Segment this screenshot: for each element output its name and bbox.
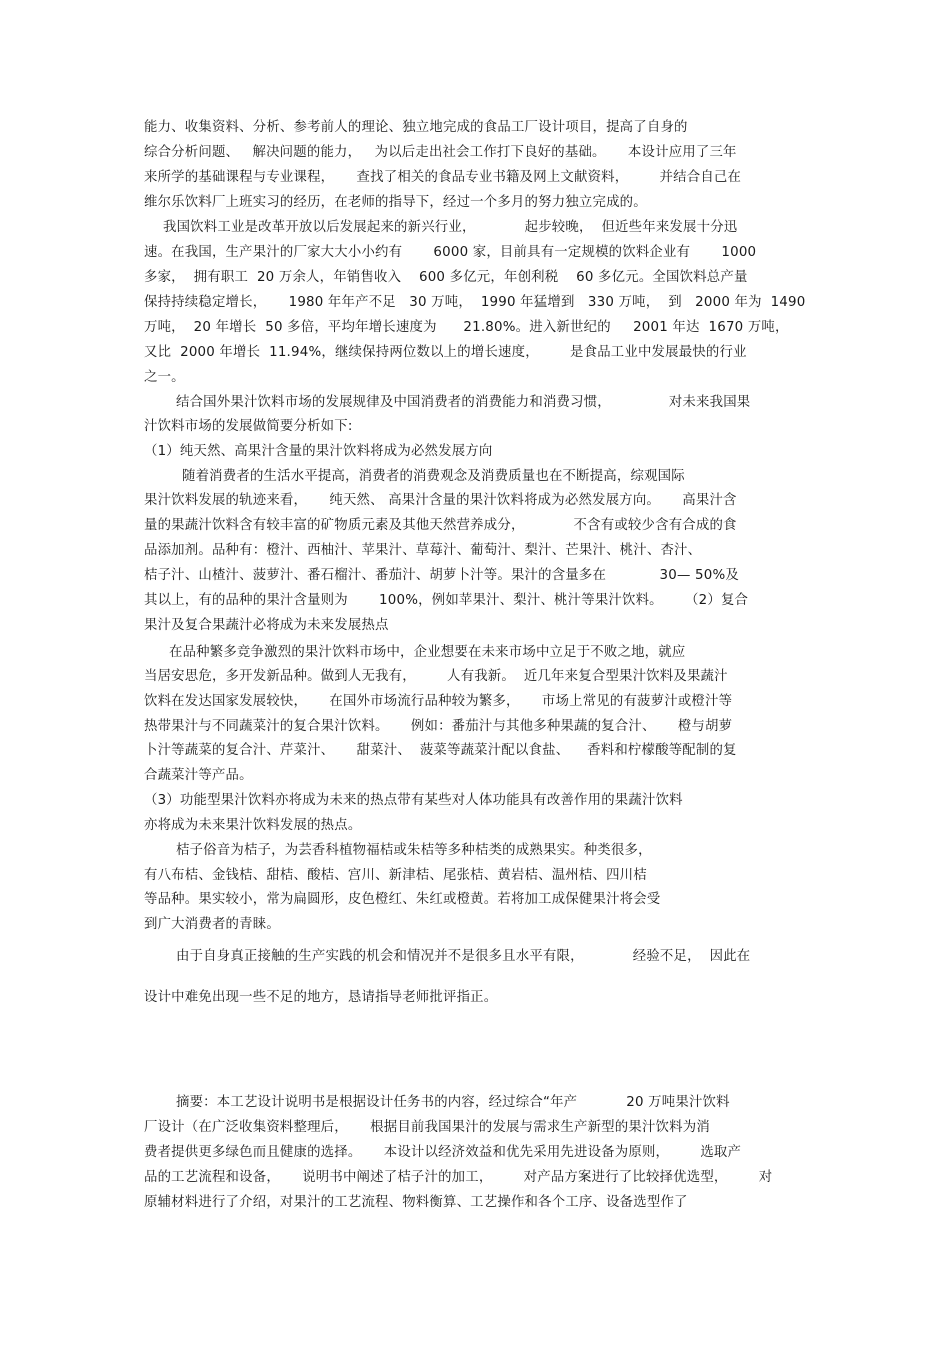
text-line: 桔子俗音为桔子，为芸香科植物福桔或朱桔等多种桔类的成熟果实。种类很多， bbox=[176, 843, 652, 858]
text-line: 合蔬菜汁等产品。 bbox=[144, 768, 253, 783]
text-line: 能力、收集资料、分析、参考前人的理论、独立地完成的食品工厂设计项目，提高了自身的 bbox=[144, 120, 688, 135]
text-line: 多家， 拥有职工 20 万余人，年销售收入 600 多亿元，年创利税 60 多亿元。全国饮料总产量 bbox=[144, 270, 748, 285]
text-line: 维尔乐饮料厂上班实习的经历，在老师的指导下，经过一个多月的努力独立完成的。 bbox=[144, 195, 647, 210]
text-line: 果汁及复合果蔬汁必将成为未来发展热点 bbox=[144, 618, 389, 633]
text-line: 热带果汁与不同蔬菜汁的复合果汁饮料。 例如：番茄汁与其他多种果蔬的复合汁、 橙与胡萝 bbox=[144, 719, 733, 734]
text-line: 又比 2000 年增长 11.94%，继续保持两位数以上的增长速度， 是食品工业中发展最快的行业 bbox=[144, 345, 747, 360]
text-line: 在品种繁多竞争激烈的果汁饮料市场中，企业想要在未来市场中立足于不败之地，就应 bbox=[169, 645, 686, 660]
list-heading: （1）纯天然、高果汁含量的果汁饮料将成为必然发展方向 bbox=[144, 444, 493, 459]
text-line: 到广大消费者的青睐。 bbox=[144, 917, 280, 932]
text-line: 速。在我国，生产果汁的厂家大大小小约有 6000 家，目前具有一定规模的饮料企业有 1000 bbox=[144, 245, 757, 260]
text-line: 万吨， 20 年增长 50 多倍，平均年增长速度为 21.80%。进入新世纪的 2001 年达 1670 万吨， bbox=[144, 320, 789, 335]
text-line: 综合分析问题、 解决问题的能力， 为以后走出社会工作打下良好的基础。 本设计应用了三年 bbox=[144, 145, 737, 160]
text-line: 等品种。果实较小，常为扁圆形，皮色橙红、朱红或橙黄。若将加工成保健果汁将会受 bbox=[144, 892, 661, 907]
text-line: 结合国外果汁饮料市场的发展规律及中国消费者的消费能力和消费习惯， 对未来我国果 bbox=[176, 395, 751, 410]
abstract-line: 品的工艺流程和设备， 说明书中阐述了桔子汁的加工， 对产品方案进行了比较择优选型， 对 bbox=[144, 1170, 773, 1185]
text-line: 设计中难免出现一些不足的地方，恳请指导老师批评指正。 bbox=[144, 990, 498, 1005]
text-line: 卜汁等蔬菜的复合汁、芹菜汁、 甜菜汁、 菠菜等蔬菜汁配以食盐、 香料和柠檬酸等配制的复 bbox=[144, 743, 737, 758]
text-line: 来所学的基础课程与专业课程， 查找了相关的食品专业书籍及网上文献资料， 并结合自己在 bbox=[144, 170, 742, 185]
abstract-line: 原辅材料进行了介绍，对果汁的工艺流程、物料衡算、工艺操作和各个工序、设备选型作了 bbox=[144, 1195, 688, 1210]
list-heading: （3）功能型果汁饮料亦将成为未来的热点带有某些对人体功能具有改善作用的果蔬汁饮料 bbox=[144, 793, 683, 808]
text-line: 当居安思危，多开发新品种。做到人无我有， 人有我新。 近几年来复合型果汁饮料及果蔬汁 bbox=[144, 669, 728, 684]
abstract-line: 厂设计（在广泛收集资料整理后， 根据目前我国果汁的发展与需求生产新型的果汁饮料为消 bbox=[144, 1120, 710, 1135]
text-line: 汁饮料市场的发展做简要分析如下: bbox=[144, 419, 353, 434]
text-line: 亦将成为未来果汁饮料发展的热点。 bbox=[144, 818, 362, 833]
text-line: 我国饮料工业是改革开放以后发展起来的新兴行业， 起步较晚， 但近些年来发展十分迅 bbox=[163, 220, 738, 235]
text-line: 之一。 bbox=[144, 370, 185, 385]
text-line: 保持持续稳定增长， 1980 年年产不足 30 万吨， 1990 年猛增到 330 万吨， 到 2000 年为 1490 bbox=[144, 295, 806, 310]
abstract-line: 摘要：本工艺设计说明书是根据设计任务书的内容，经过综合“年产 20 万吨果汁饮料 bbox=[176, 1095, 730, 1110]
text-line: 由于自身真正接触的生产实践的机会和情况并不是很多且水平有限， 经验不足， 因此在 bbox=[176, 949, 751, 964]
text-line: 有八布桔、金钱桔、甜桔、酸桔、宫川、新津桔、尾张桔、黄岩桔、温州桔、四川桔 bbox=[144, 868, 647, 883]
text-line: 随着消费者的生活水平提高，消费者的消费观念及消费质量也在不断提高，综观国际 bbox=[182, 469, 685, 484]
text-line: 果汁饮料发展的轨迹来看， 纯天然、 高果汁含量的果汁饮料将成为必然发展方向。 高果汁含 bbox=[144, 493, 737, 508]
text-line: 饮料在发达国家发展较快， 在国外市场流行品种较为繁多， 市场上常见的有菠萝汁或橙汁等 bbox=[144, 694, 733, 709]
text-line: 品添加剂。品种有：橙汁、西柚汁、苹果汁、草莓汁、葡萄汁、梨汁、芒果汁、桃汁、杏汁、 bbox=[144, 543, 702, 558]
text-line: 桔子汁、山楂汁、菠萝汁、番石榴汁、番茄汁、胡萝卜汁等。果汁的含量多在 30— 50%及 bbox=[144, 568, 739, 583]
text-line: 量的果蔬汁饮料含有较丰富的矿物质元素及其他天然营养成分， 不含有或较少含有合成的食 bbox=[144, 518, 737, 533]
text-line: 其以上，有的品种的果汁含量则为 100%，例如苹果汁、梨汁、桃汁等果汁饮料。 （2）复合 bbox=[144, 593, 749, 608]
abstract-line: 费者提供更多绿色而且健康的选择。 本设计以经济效益和优先采用先进设备为原则， 选取产 bbox=[144, 1145, 742, 1160]
